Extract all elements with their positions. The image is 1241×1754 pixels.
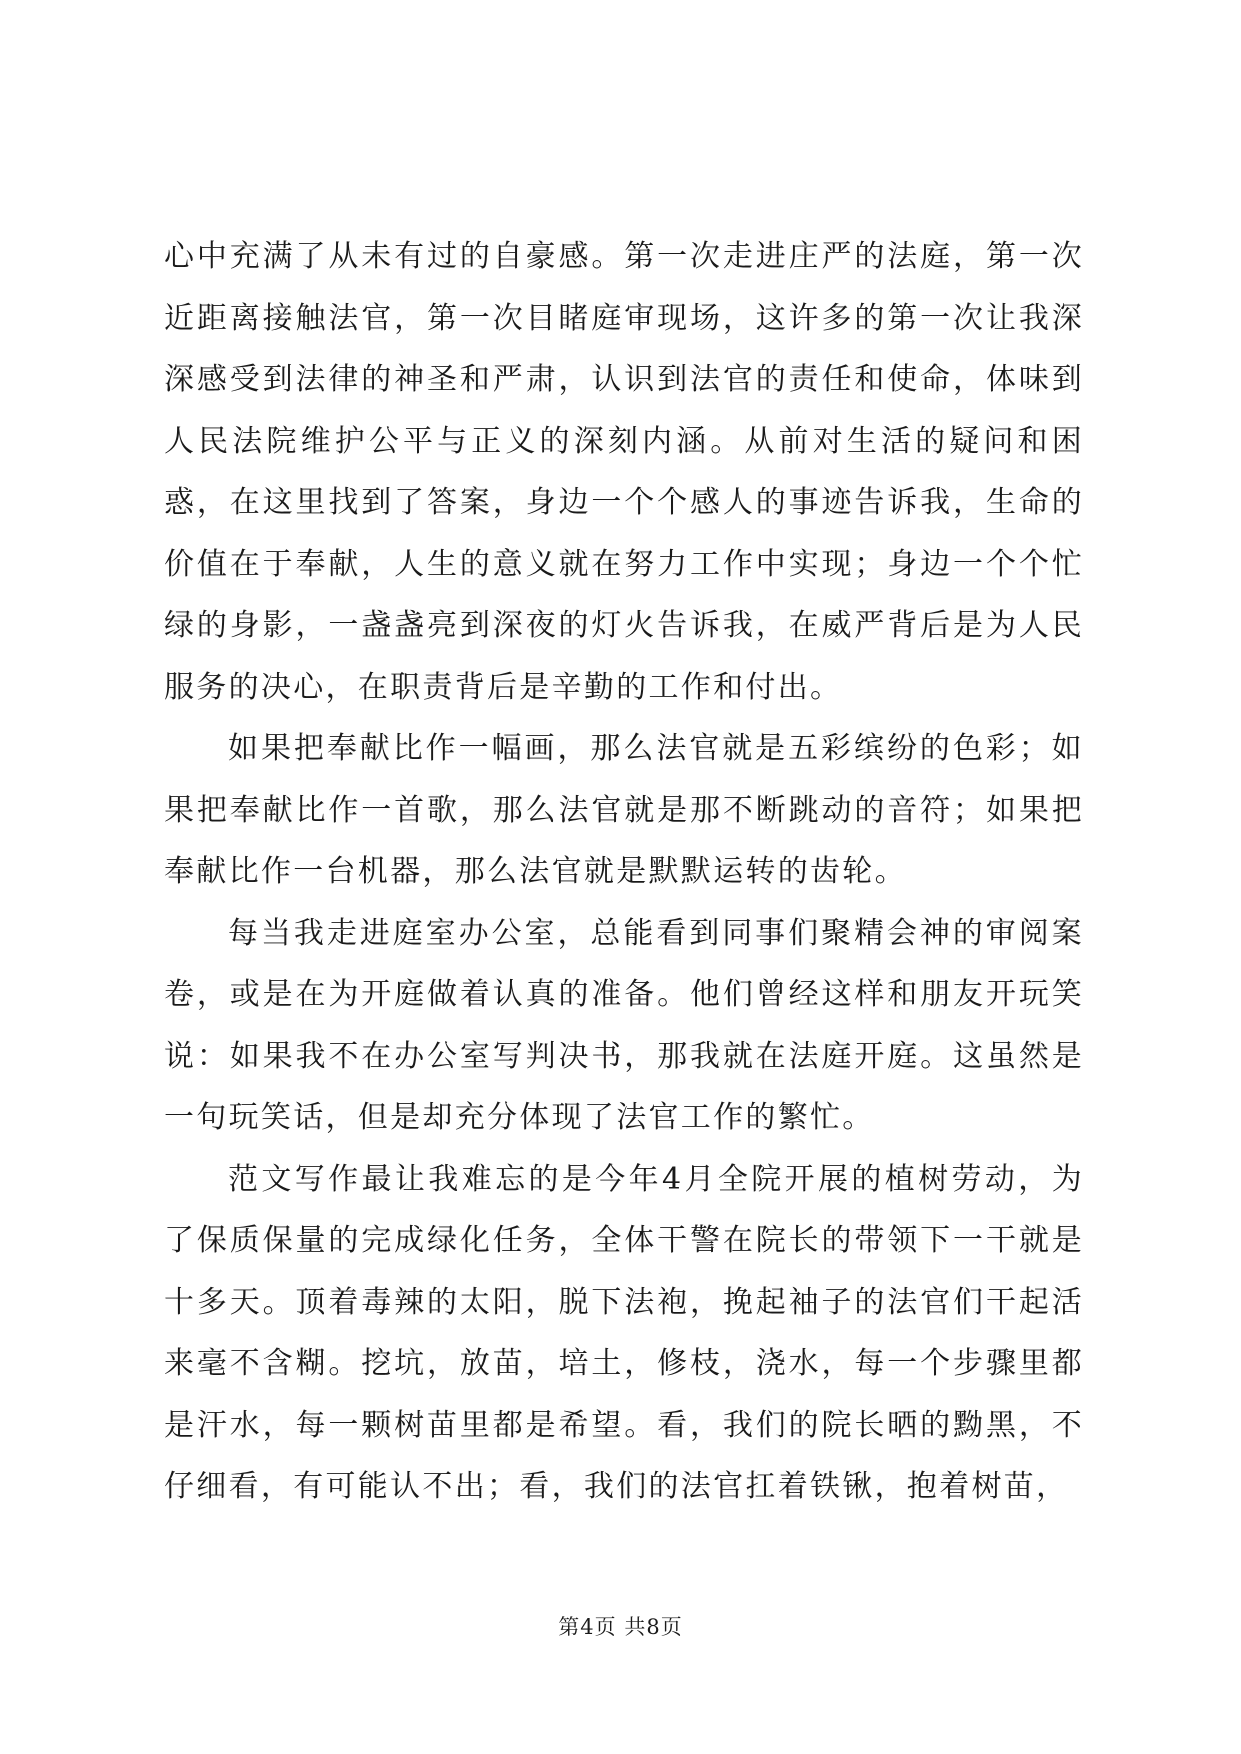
paragraph-4: 范文写作最让我难忘的是今年4月全院开展的植树劳动，为了保质保量的完成绿化任务，全体干警在院长的带领下一干就是十多天。顶着毒辣的太阳，脱下法袍，挽起袖子的法官们干起活来毫不含糊。挖坑，放苗，培土，修枝，浇水，每一个步骤里都是汗水，每一颗树苗里都是希望。看，我们的院长晒的黝黑，不仔细看，有可能认不出；看，我们的法官扛着铁锹，抱着树苗， (164, 1161, 1084, 1504)
paragraph-2: 如果把奉献比作一幅画，那么法官就是五彩缤纷的色彩；如果把奉献比作一首歌，那么法官就是那不断跳动的音符；如果把奉献比作一台机器，那么法官就是默默运转的齿轮。 (164, 731, 1084, 889)
paragraph-3: 每当我走进庭室办公室，总能看到同事们聚精会神的审阅案卷，或是在为开庭做着认真的准备。他们曾经这样和朋友开玩笑说：如果我不在办公室写判决书，那我就在法庭开庭。这虽然是一句玩笑话，但是却充分体现了法官工作的繁忙。 (164, 915, 1084, 1135)
page-footer: 第4页 共8页 (558, 1615, 683, 1639)
document-body (164, 226, 1084, 1518)
paragraph-1: 心中充满了从未有过的自豪感。第一次走进庄严的法庭，第一次近距离接触法官，第一次目睹庭审现场，这许多的第一次让我深深感受到法律的神圣和严肃，认识到法官的责任和使命，体味到人民法院维护公平与正义的深刻内涵。从前对生活的疑问和困惑，在这里找到了答案，身边一个个感人的事迹告诉我，生命的价值在于奉献，人生的意义就在努力工作中实现；身边一个个忙绿的身影，一盏盏亮到深夜的灯火告诉我，在威严背后是为人民服务的决心，在职责背后是辛勤的工作和付出。 (164, 239, 1084, 705)
